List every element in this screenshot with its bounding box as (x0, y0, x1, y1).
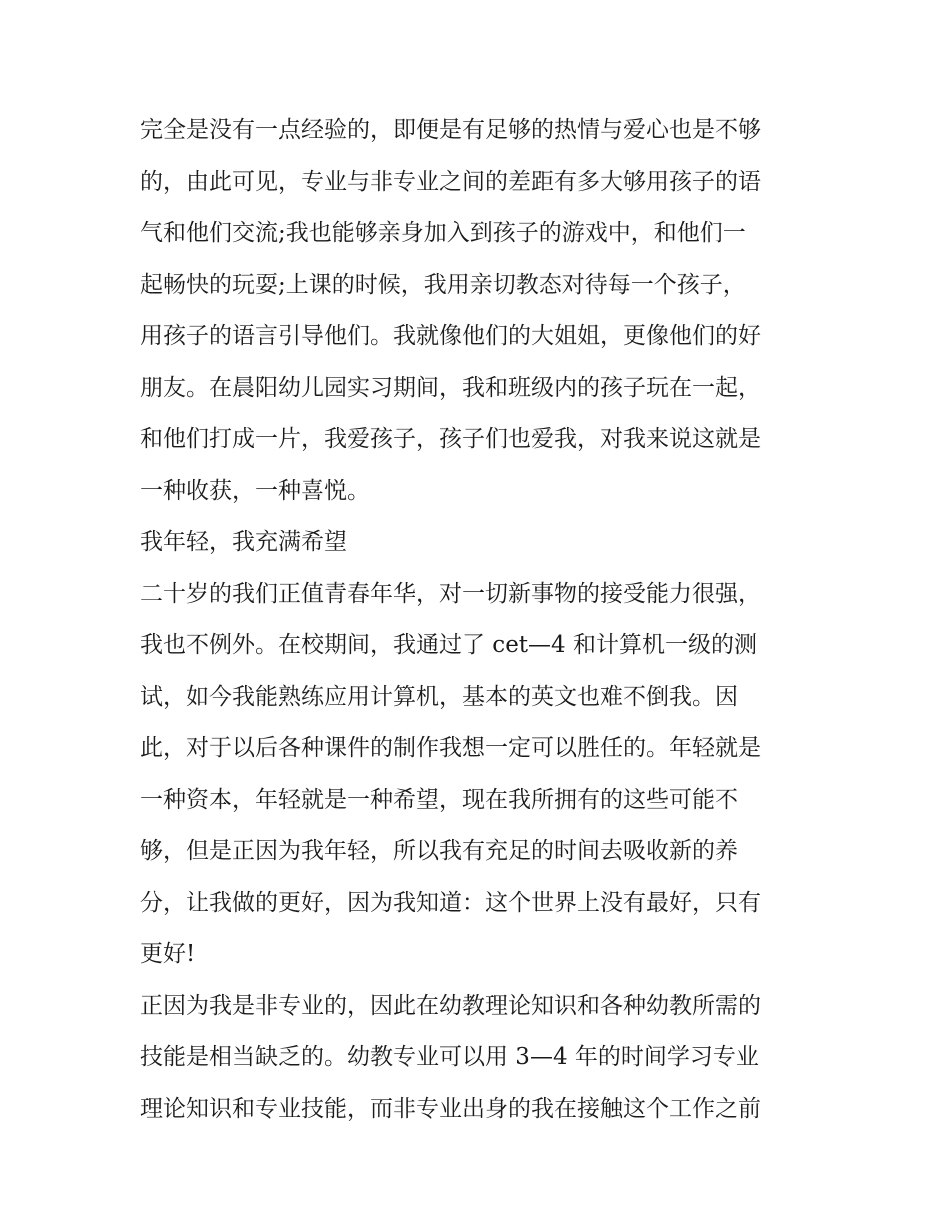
text-line: 朋友。在晨阳幼儿园实习期间，我和班级内的孩子玩在一起， (140, 374, 761, 401)
text-line: 理论知识和专业技能，而非专业出身的我在接触这个工作之前 (140, 1095, 761, 1122)
text-line: 完全是没有一点经验的，即便是有足够的热情与爱心也是不够 (140, 117, 761, 143)
text-line: 分，让我做的更好，因为我知道：这个世界上没有最好，只有 (140, 889, 761, 916)
text-line: 和他们打成一片，我爱孩子，孩子们也爱我，对我来说这就是 (140, 426, 761, 452)
text-line: 二十岁的我们正值青春年华，对一切新事物的接受能力很强， (140, 580, 761, 607)
text-line: 一种收获，一种喜悦。 (140, 477, 370, 504)
section-heading: 我年轻，我充满希望 (140, 529, 347, 555)
text-line: 技能是相当缺乏的。幼教专业可以用 3—4 年的时间学习专业 (140, 1044, 759, 1070)
text-line: 试，如今我能熟练应用计算机，基本的英文也难不倒我。因 (140, 683, 738, 710)
text-line: 够，但是正因为我年轻，所以我有充足的时间去吸收新的养 (140, 838, 738, 864)
text-line: 此，对于以后各种课件的制作我想一定可以胜任的。年轻就是 (140, 735, 761, 761)
body-text (140, 105, 820, 1135)
text-line: 一种资本，年轻就是一种希望，现在我所拥有的这些可能不 (140, 786, 738, 813)
text-line: 的，由此可见，专业与非专业之间的差距有多大够用孩子的语 (140, 168, 761, 195)
text-line: 正因为我是非专业的，因此在幼教理论知识和各种幼教所需的 (140, 992, 761, 1019)
text-line: 更好! (140, 941, 196, 967)
text-line: 用孩子的语言引导他们。我就像他们的大姐姐，更像他们的好 (140, 323, 761, 349)
text-line: 气和他们交流;我也能够亲身加入到孩子的游戏中，和他们一 (140, 220, 746, 246)
text-line: 起畅快的玩耍;上课的时候，我用亲切教态对待每一个孩子， (140, 271, 746, 298)
text-line: 我也不例外。在校期间，我通过了 cet—4 和计算机一级的测 (140, 632, 757, 658)
